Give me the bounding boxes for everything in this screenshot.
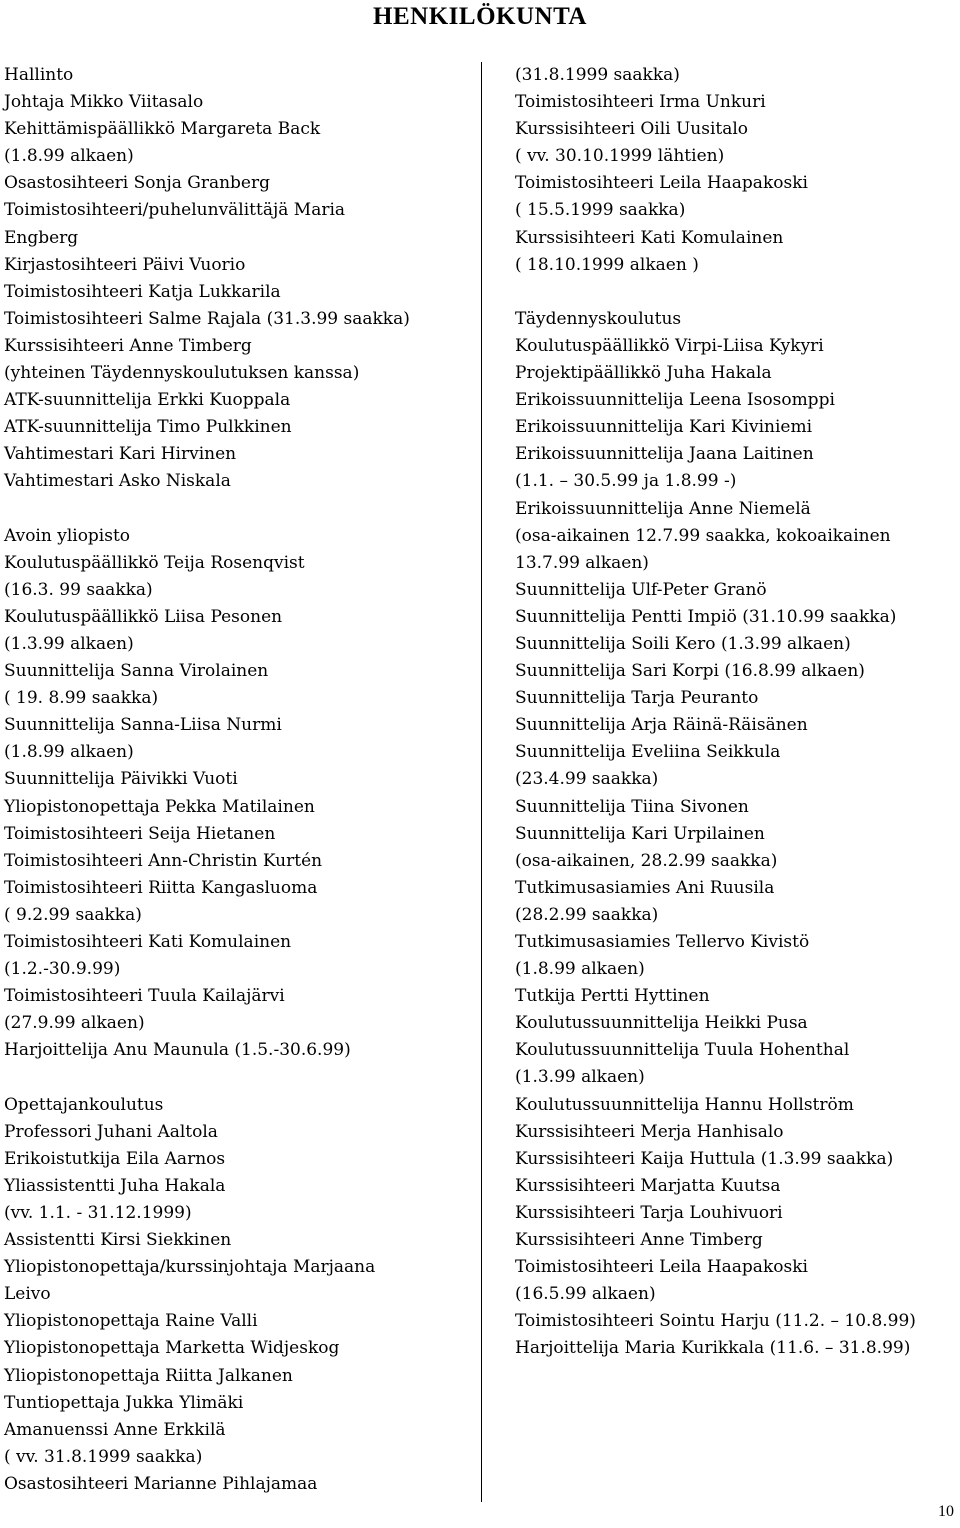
text-line: Kurssisihteeri Kati Komulainen bbox=[515, 227, 784, 248]
text-line: Erikoissuunnittelija Anne Niemelä bbox=[515, 498, 811, 519]
text-line: Suunnittelija Tiina Sivonen bbox=[515, 796, 749, 817]
text-line: Suunnittelija Soili Kero (1.3.99 alkaen) bbox=[515, 633, 851, 654]
text-line: Toimistosihteeri Kati Komulainen bbox=[4, 932, 292, 952]
text-line: Suunnittelija Sanna-Liisa Nurmi bbox=[4, 715, 282, 736]
text-line: (1.8.99 alkaen) bbox=[4, 146, 134, 167]
text-line: ( vv. 31.8.1999 saakka) bbox=[4, 1446, 203, 1467]
text-line: Täydennyskoulutus bbox=[515, 308, 682, 329]
text-line: ( 18.10.1999 alkaen ) bbox=[515, 254, 699, 275]
text-line: (16.3. 99 saakka) bbox=[4, 579, 153, 600]
left-column bbox=[4, 62, 474, 1498]
text-line: Osastosihteeri Sonja Granberg bbox=[4, 173, 270, 194]
text-line: Kehittämispäällikkö Margareta Back bbox=[4, 119, 321, 140]
text-line: (yhteinen Täydennyskoulutuksen kanssa) bbox=[4, 363, 360, 384]
text-line: Suunnittelija Kari Urpilainen bbox=[515, 823, 765, 844]
text-line: Koulutussuunnittelija Tuula Hohenthal bbox=[515, 1040, 850, 1061]
text-line: Erikoissuunnittelija Kari Kiviniemi bbox=[515, 417, 813, 438]
text-line: (1.3.99 alkaen) bbox=[4, 633, 134, 654]
text-line: (27.9.99 alkaen) bbox=[4, 1013, 145, 1034]
text-line: Toimistosihteeri Tuula Kailajärvi bbox=[4, 986, 285, 1007]
text-line: Toimistosihteeri Salme Rajala (31.3.99 saakka) bbox=[4, 308, 410, 329]
blank-line bbox=[4, 1064, 474, 1091]
text-line: Projektipäällikkö Juha Hakala bbox=[515, 363, 772, 384]
text-line: Harjoittelija Anu Maunula (1.5.-30.6.99) bbox=[4, 1040, 351, 1061]
text-line: Erikoistutkija Eila Aarnos bbox=[4, 1148, 226, 1169]
right-column bbox=[515, 62, 955, 1363]
text-line: Avoin yliopisto bbox=[4, 525, 131, 546]
text-line: (1.2.-30.9.99) bbox=[4, 959, 121, 980]
text-line: Koulutuspäällikkö Virpi-Liisa Kykyri bbox=[515, 335, 824, 356]
text-line: (16.5.99 alkaen) bbox=[515, 1284, 656, 1305]
text-line: Toimistosihteeri Irma Unkuri bbox=[515, 92, 766, 113]
text-line: ATK-suunnittelija Timo Pulkkinen bbox=[4, 417, 292, 438]
text-line: (osa-aikainen, 28.2.99 saakka) bbox=[515, 850, 778, 871]
text-line: Toimistosihteeri Katja Lukkarila bbox=[4, 281, 281, 302]
text-line: Engberg bbox=[4, 227, 79, 248]
text-line: Erikoissuunnittelija Leena Isosomppi bbox=[515, 390, 835, 411]
column-divider bbox=[481, 62, 482, 1502]
text-line: (1.8.99 alkaen) bbox=[4, 742, 134, 763]
text-line: ( vv. 30.10.1999 lähtien) bbox=[515, 146, 725, 167]
text-line: Harjoittelija Maria Kurikkala (11.6. – 31.8.99) bbox=[515, 1338, 911, 1359]
text-line: Suunnittelija Ulf-Peter Granö bbox=[515, 579, 767, 600]
text-line: Suunnittelija Eveliina Seikkula bbox=[515, 742, 781, 763]
text-line: ( 9.2.99 saakka) bbox=[4, 904, 142, 925]
text-line: (vv. 1.1. - 31.12.1999) bbox=[4, 1202, 192, 1223]
text-line: Kurssisihteeri Tarja Louhivuori bbox=[515, 1202, 783, 1223]
text-line: Yliopistonopettaja Pekka Matilainen bbox=[4, 796, 315, 817]
text-line: Suunnittelija Pentti Impiö (31.10.99 saakka) bbox=[515, 606, 897, 627]
text-line: Yliopistonopettaja Riitta Jalkanen bbox=[4, 1365, 293, 1386]
text-line: Suunnittelija Tarja Peuranto bbox=[515, 688, 759, 709]
text-line: ( 19. 8.99 saakka) bbox=[4, 688, 159, 709]
text-line: Toimistosihteeri Riitta Kangasluoma bbox=[4, 877, 318, 898]
text-line: Kurssisihteeri Merja Hanhisalo bbox=[515, 1121, 784, 1142]
text-line: Kurssisihteeri Oili Uusitalo bbox=[515, 119, 749, 140]
text-line: Hallinto bbox=[4, 65, 74, 85]
page-number: 10 bbox=[938, 1503, 954, 1520]
text-line: Koulutussuunnittelija Heikki Pusa bbox=[515, 1013, 808, 1034]
text-line: Assistentti Kirsi Siekkinen bbox=[4, 1230, 232, 1251]
text-line: Erikoissuunnittelija Jaana Laitinen bbox=[515, 444, 814, 465]
text-line: (1.8.99 alkaen) bbox=[515, 959, 645, 980]
text-line: Toimistosihteeri Sointu Harju (11.2. – 10.8.99) bbox=[515, 1311, 916, 1332]
text-line: Vahtimestari Asko Niskala bbox=[4, 471, 231, 492]
text-line: 13.7.99 alkaen) bbox=[515, 552, 649, 573]
blank-line bbox=[4, 496, 474, 523]
text-line: Amanuenssi Anne Erkkilä bbox=[4, 1419, 226, 1440]
text-line: Tutkimusasiamies Ani Ruusila bbox=[515, 877, 775, 898]
text-line: Toimistosihteeri/puhelunvälittäjä Maria bbox=[4, 200, 346, 221]
text-line: Kurssisihteeri Marjatta Kuutsa bbox=[515, 1175, 781, 1196]
blank-line bbox=[515, 279, 955, 306]
text-line: Suunnittelija Päivikki Vuoti bbox=[4, 769, 238, 790]
text-line: Koulutussuunnittelija Hannu Hollström bbox=[515, 1094, 854, 1115]
text-line: (28.2.99 saakka) bbox=[515, 904, 659, 925]
text-line: ( 15.5.1999 saakka) bbox=[515, 200, 686, 221]
text-line: Osastosihteeri Marianne Pihlajamaa bbox=[4, 1473, 318, 1494]
text-line: (1.3.99 alkaen) bbox=[515, 1067, 645, 1088]
text-line: (23.4.99 saakka) bbox=[515, 769, 659, 790]
text-line: Kurssisihteeri Anne Timberg bbox=[4, 335, 252, 356]
text-line: Tutkimusasiamies Tellervo Kivistö bbox=[515, 932, 810, 952]
text-line: Yliopistonopettaja Raine Valli bbox=[4, 1311, 258, 1332]
text-line: Toimistosihteeri Ann-Christin Kurtén bbox=[4, 850, 323, 871]
text-line: Yliopistonopettaja Marketta Widjeskog bbox=[4, 1338, 340, 1359]
text-line: Toimistosihteeri Leila Haapakoski bbox=[515, 1257, 808, 1278]
text-line: Toimistosihteeri Leila Haapakoski bbox=[515, 173, 808, 194]
text-line: Kurssisihteeri Kaija Huttula (1.3.99 saakka) bbox=[515, 1148, 894, 1169]
text-line: Tuntiopettaja Jukka Ylimäki bbox=[4, 1392, 244, 1413]
text-line: Kirjastosihteeri Päivi Vuorio bbox=[4, 254, 246, 275]
text-line: Leivo bbox=[4, 1284, 51, 1305]
text-line: ATK-suunnittelija Erkki Kuoppala bbox=[4, 390, 291, 411]
text-line: Koulutuspäällikkö Teija Rosenqvist bbox=[4, 552, 305, 573]
text-line: Tutkija Pertti Hyttinen bbox=[515, 986, 710, 1007]
text-line: Yliassistentti Juha Hakala bbox=[4, 1175, 226, 1196]
text-line: Johtaja Mikko Viitasalo bbox=[4, 92, 204, 113]
text-line: Suunnittelija Arja Räinä-Räisänen bbox=[515, 715, 808, 736]
text-line: Koulutuspäällikkö Liisa Pesonen bbox=[4, 606, 283, 627]
text-line: Suunnittelija Sari Korpi (16.8.99 alkaen) bbox=[515, 661, 865, 682]
text-line: Toimistosihteeri Seija Hietanen bbox=[4, 823, 276, 844]
text-line: Yliopistonopettaja/kurssinjohtaja Marjaana bbox=[4, 1257, 376, 1278]
text-line: Professori Juhani Aaltola bbox=[4, 1121, 218, 1142]
page-title: HENKILÖKUNTA bbox=[373, 3, 587, 30]
text-line: (31.8.1999 saakka) bbox=[515, 65, 680, 85]
text-line: Vahtimestari Kari Hirvinen bbox=[4, 444, 237, 465]
text-line: (1.1. – 30.5.99 ja 1.8.99 -) bbox=[515, 471, 737, 492]
text-line: Opettajankoulutus bbox=[4, 1094, 164, 1115]
text-line: (osa-aikainen 12.7.99 saakka, kokoaikainen bbox=[515, 525, 891, 546]
text-line: Suunnittelija Sanna Virolainen bbox=[4, 661, 269, 682]
text-line: Kurssisihteeri Anne Timberg bbox=[515, 1230, 763, 1251]
